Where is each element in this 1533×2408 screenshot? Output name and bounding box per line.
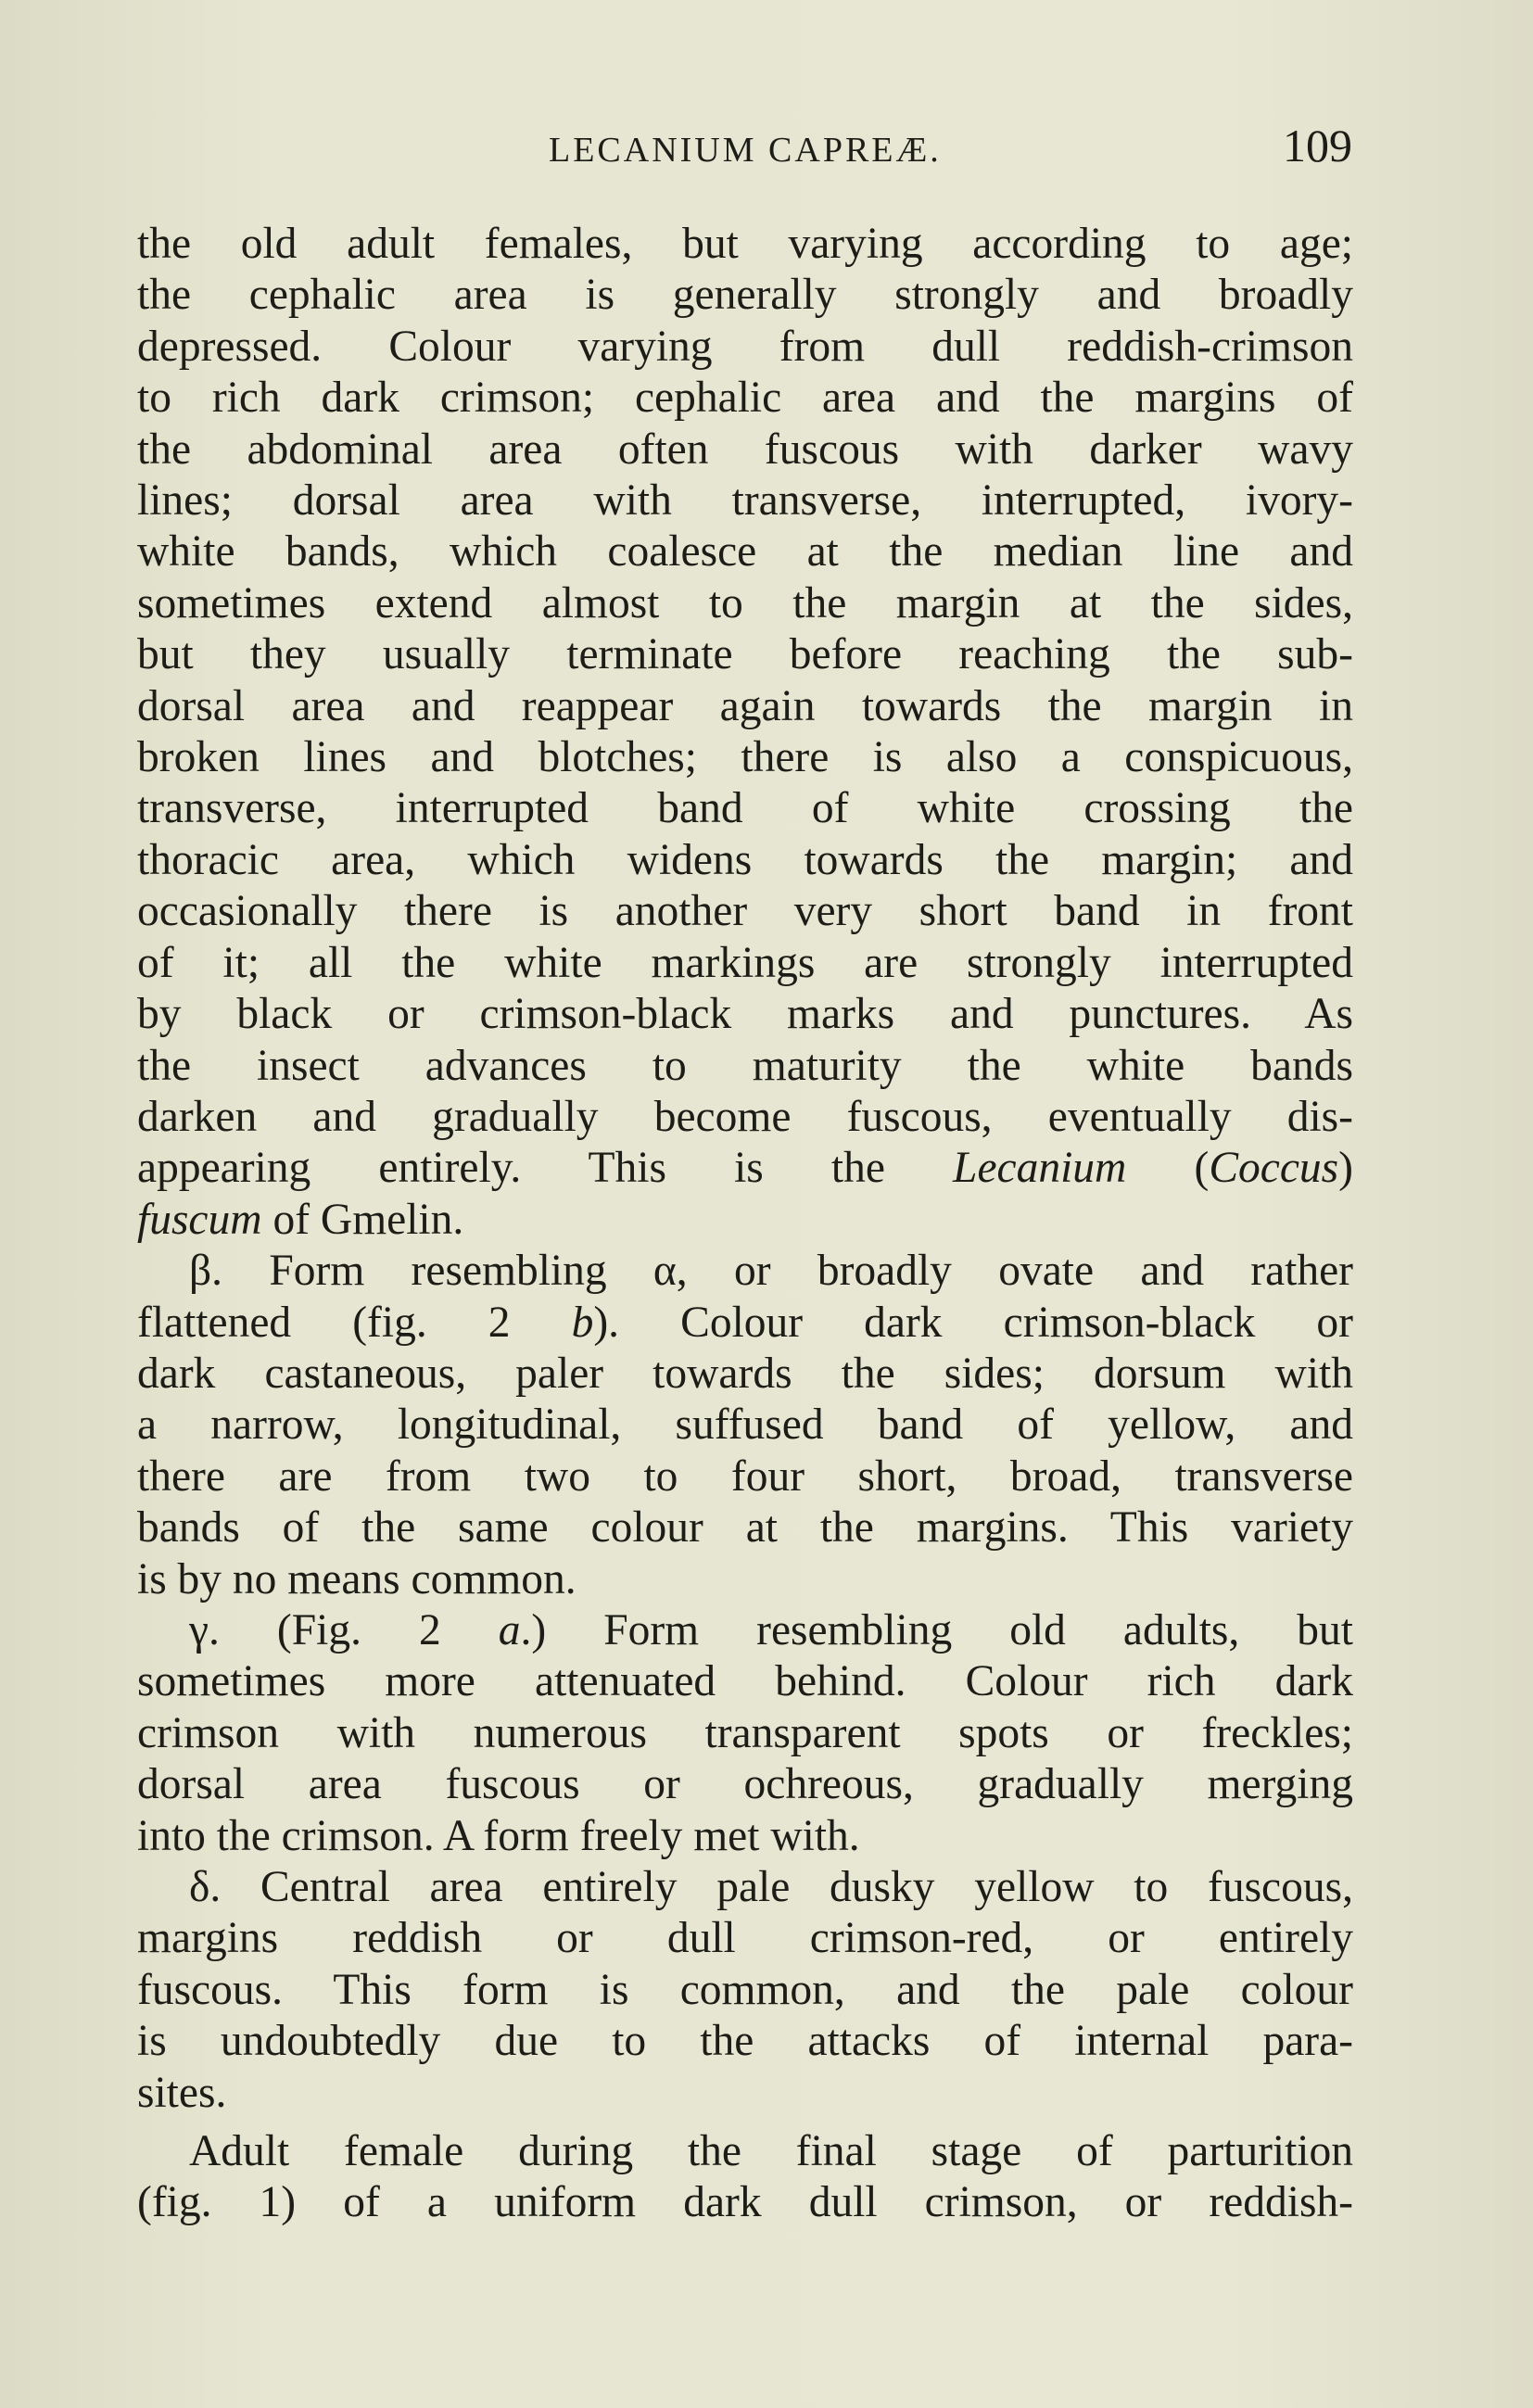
paragraph-beta-variety — [137, 1246, 1353, 1605]
text-line: white bands, which coalesce at the median line and — [137, 527, 1353, 577]
text-line: there are from two to four short, broad, transverse — [137, 1451, 1353, 1501]
text-line: but they usually terminate before reaching the sub- — [137, 630, 1353, 679]
text-line: dorsal area and reappear again towards the margin in — [137, 681, 1353, 730]
text-line: sometimes extend almost to the margin at the sides, — [137, 578, 1353, 627]
text-line: fuscum of Gmelin. — [137, 1195, 464, 1244]
text-line: lines; dorsal area with transverse, interrupted, ivory- — [137, 476, 1353, 526]
text-line: depressed. Colour varying from dull reddish-crimson — [137, 322, 1353, 371]
text-line: a narrow, longitudinal, suffused band of yellow, and — [137, 1400, 1353, 1450]
paragraph-old-adult-description — [137, 219, 1353, 1246]
text-line: crimson with numerous transparent spots or freckles; — [137, 1708, 1353, 1757]
text-line: (fig. 1) of a uniform dark dull crimson, or reddish- — [137, 2178, 1353, 2227]
text-line: γ. (Fig. 2 a.) Form resembling old adults, but — [189, 1605, 1353, 1654]
text-line: thoracic area, which widens towards the margin; and — [137, 835, 1353, 884]
body-text — [137, 219, 1353, 2229]
text-line: appearing entirely. This is the Lecanium (Coccus) — [137, 1144, 1353, 1193]
paragraph-delta-variety — [137, 1862, 1353, 2119]
text-line: to rich dark crimson; cephalic area and the margins of — [137, 374, 1353, 423]
text-line: margins reddish or dull crimson-red, or entirely — [137, 1914, 1353, 1963]
text-line: of it; all the white markings are strongly interrupted — [137, 938, 1353, 987]
text-line: the abdominal area often fuscous with darker wavy — [137, 425, 1353, 474]
paragraph-gamma-variety — [137, 1605, 1353, 1862]
text-line: the insect advances to maturity the white bands — [137, 1041, 1353, 1090]
text-line: δ. Central area entirely pale dusky yellow to fuscous, — [189, 1863, 1353, 1911]
text-line: is undoubtedly due to the attacks of internal para- — [137, 2017, 1353, 2066]
text-line: bands of the same colour at the margins. This variety — [137, 1503, 1353, 1553]
page-number: 109 — [1283, 120, 1352, 171]
text-line: Adult female during the final stage of parturition — [189, 2127, 1353, 2176]
text-line: the old adult females, but varying according to age; — [137, 220, 1353, 268]
text-line: broken lines and blotches; there is also a conspicuous, — [137, 733, 1353, 782]
text-line: fuscous. This form is common, and the pale colour — [137, 1965, 1353, 2014]
text-line: is by no means common. — [137, 1554, 576, 1603]
text-line: flattened (fig. 2 b). Colour dark crimson-black or — [137, 1298, 1353, 1347]
text-line: occasionally there is another very short band in front — [137, 887, 1353, 936]
text-line: by black or crimson-black marks and punctures. As — [137, 990, 1353, 1039]
page-header — [0, 119, 1533, 174]
running-head: LECANIUM CAPREÆ. — [549, 131, 942, 170]
text-line: dorsal area fuscous or ochreous, gradually merging — [137, 1760, 1353, 1809]
text-line: the cephalic area is generally strongly and broadly — [137, 271, 1353, 320]
text-line: β. Form resembling α, or broadly ovate and rather — [189, 1247, 1353, 1296]
text-line: sites. — [137, 2068, 227, 2117]
text-line: transverse, interrupted band of white crossing the — [137, 784, 1353, 833]
text-line: into the crimson. A form freely met with. — [137, 1811, 860, 1860]
text-line: dark castaneous, paler towards the sides; dorsum with — [137, 1349, 1353, 1398]
text-line: sometimes more attenuated behind. Colour rich dark — [137, 1657, 1353, 1706]
paragraph-adult-female-parturition — [137, 2126, 1353, 2229]
text-line: darken and gradually become fuscous, eventually dis- — [137, 1092, 1353, 1141]
